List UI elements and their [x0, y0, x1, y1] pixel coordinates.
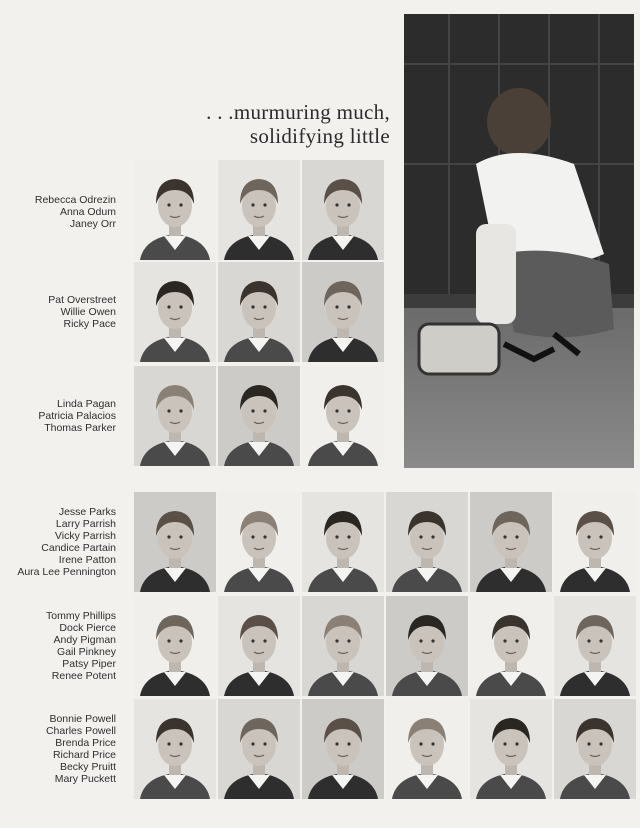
- student-portrait: [470, 596, 552, 696]
- student-name: Mary Puckett: [54, 773, 116, 785]
- student-portrait: [386, 699, 468, 799]
- headline-line-2: solidifying little: [249, 124, 390, 148]
- student-portrait: [302, 596, 384, 696]
- page-headline: [206, 100, 390, 148]
- student-name: Gail Pinkney: [57, 646, 116, 658]
- student-name: Linda Pagan: [57, 398, 116, 410]
- student-name: Tommy Phillips: [45, 610, 116, 622]
- student-name: Rebecca Odrezin: [34, 194, 116, 206]
- headline-line-1: . . .murmuring much,: [206, 100, 390, 124]
- student-portrait: [218, 492, 300, 592]
- student-portrait: [470, 492, 552, 592]
- student-name: Janey Orr: [69, 218, 116, 230]
- student-name: Aura Lee Pennington: [17, 566, 116, 578]
- names-row-2: [0, 294, 116, 330]
- names-row-1: [0, 194, 116, 230]
- student-name: Andy Pigman: [53, 634, 116, 646]
- student-name: Bonnie Powell: [49, 713, 116, 725]
- student-portrait: [302, 699, 384, 799]
- student-portrait: [134, 160, 216, 260]
- names-row-3: [0, 398, 116, 434]
- student-name: Thomas Parker: [44, 422, 116, 434]
- student-portrait: [302, 160, 384, 260]
- student-portrait: [302, 492, 384, 592]
- student-portrait: [302, 262, 384, 362]
- student-name: Jesse Parks: [58, 506, 116, 518]
- student-portrait: [134, 492, 216, 592]
- student-portrait: [218, 160, 300, 260]
- student-name: Candice Partain: [41, 542, 116, 554]
- student-portrait: [554, 699, 636, 799]
- student-name: Patricia Palacios: [38, 410, 116, 422]
- student-portrait: [470, 699, 552, 799]
- student-name: Irene Patton: [58, 554, 116, 566]
- student-name: Dock Pierce: [59, 622, 116, 634]
- student-portrait: [218, 699, 300, 799]
- student-name: Larry Parrish: [55, 518, 116, 530]
- names-row-6: [0, 713, 116, 785]
- student-name: Brenda Price: [55, 737, 116, 749]
- student-portrait: [218, 262, 300, 362]
- student-portrait: [554, 492, 636, 592]
- student-portrait: [134, 366, 216, 466]
- student-portrait: [218, 596, 300, 696]
- student-name: Renee Potent: [51, 670, 116, 682]
- student-portrait: [302, 366, 384, 466]
- student-portrait: [386, 596, 468, 696]
- student-portrait: [218, 366, 300, 466]
- names-row-5: [0, 610, 116, 682]
- student-name: Richard Price: [52, 749, 116, 761]
- student-portrait: [386, 492, 468, 592]
- student-portrait: [134, 596, 216, 696]
- student-name: Patsy Piper: [62, 658, 116, 670]
- student-name: Charles Powell: [45, 725, 116, 737]
- student-name: Becky Pruitt: [59, 761, 116, 773]
- student-name: Pat Overstreet: [48, 294, 116, 306]
- student-name: Anna Odum: [59, 206, 116, 218]
- student-portrait: [134, 699, 216, 799]
- student-portrait: [134, 262, 216, 362]
- student-name: Willie Owen: [60, 306, 116, 318]
- student-name: Vicky Parrish: [54, 530, 116, 542]
- student-portrait: [554, 596, 636, 696]
- candid-photo-locker: [404, 14, 634, 468]
- names-row-4: [0, 506, 116, 578]
- student-name: Ricky Pace: [63, 318, 116, 330]
